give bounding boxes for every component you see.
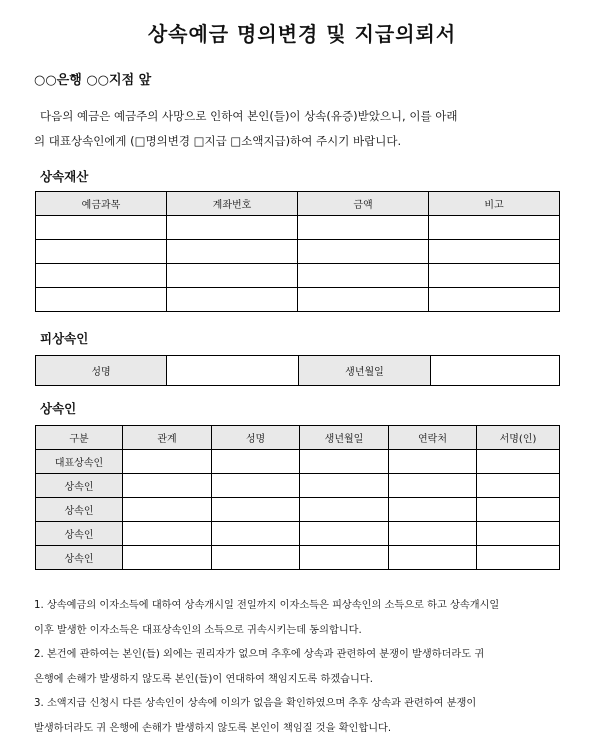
estate-col-remarks: 비고 <box>429 192 560 216</box>
table-row <box>36 288 560 312</box>
input-cell[interactable] <box>36 216 167 240</box>
heirs-col-relation: 관계 <box>123 426 212 450</box>
deceased-heading: 피상속인 <box>40 331 89 346</box>
heirs-heading: 상속인 <box>40 401 77 416</box>
input-cell[interactable] <box>300 474 389 498</box>
input-cell[interactable] <box>477 546 560 570</box>
deceased-name-label: 성명 <box>36 356 167 386</box>
input-cell[interactable] <box>429 216 560 240</box>
table-row <box>36 356 560 386</box>
input-cell[interactable] <box>298 264 429 288</box>
input-cell[interactable] <box>389 450 477 474</box>
intro-line-1: 다음의 예금은 예금주의 사망으로 인하여 본인(들)이 상속(유증)받았으니, 이를 아래 <box>40 109 458 123</box>
heir-row-label: 대표상속인 <box>36 450 123 474</box>
estate-heading: 상속재산 <box>40 169 89 184</box>
table-row <box>36 450 560 474</box>
heir-row-label: 상속인 <box>36 546 123 570</box>
table-row <box>36 264 560 288</box>
input-cell[interactable] <box>167 216 298 240</box>
table-row <box>36 498 560 522</box>
input-cell[interactable] <box>298 216 429 240</box>
note-line: 은행에 손해가 발생하지 않도록 본인(들)이 연대하여 책임지도록 하겠습니다. <box>34 673 373 685</box>
heirs-col-dob: 생년월일 <box>300 426 389 450</box>
heirs-col-type: 구분 <box>36 426 123 450</box>
input-cell[interactable] <box>300 522 389 546</box>
input-cell[interactable] <box>212 450 300 474</box>
document-title: 상속예금 명의변경 및 지급의뢰서 <box>147 22 457 46</box>
input-cell[interactable] <box>429 264 560 288</box>
estate-header-row <box>36 192 560 216</box>
heirs-col-name: 성명 <box>212 426 300 450</box>
estate-table <box>35 191 560 312</box>
input-cell[interactable] <box>123 474 212 498</box>
input-cell[interactable] <box>389 498 477 522</box>
note-line: 이후 발생한 이자소득은 대표상속인의 소득으로 귀속시키는데 동의합니다. <box>34 624 362 636</box>
note-line: 1. 상속예금의 이자소득에 대하여 상속개시일 전일까지 이자소득은 피상속인의 소득으로 하고 상속개시일 <box>34 600 500 611</box>
table-row <box>36 216 560 240</box>
heirs-header-row <box>36 426 560 450</box>
input-cell[interactable] <box>123 498 212 522</box>
input-cell[interactable] <box>300 450 389 474</box>
heirs-table <box>35 425 560 570</box>
intro-paragraph <box>34 104 560 154</box>
input-cell[interactable] <box>212 474 300 498</box>
input-cell[interactable] <box>477 474 560 498</box>
input-cell[interactable] <box>123 450 212 474</box>
note-line: 2. 본건에 관하여는 본인(들) 외에는 권리자가 없으며 추후에 상속과 관련하여 분쟁이 발생하더라도 귀 <box>34 649 485 660</box>
input-cell[interactable] <box>298 240 429 264</box>
heir-row-label: 상속인 <box>36 474 123 498</box>
input-cell[interactable] <box>389 522 477 546</box>
input-cell[interactable] <box>36 264 167 288</box>
input-cell[interactable] <box>212 546 300 570</box>
estate-col-amount: 금액 <box>298 192 429 216</box>
input-cell[interactable] <box>212 498 300 522</box>
table-row <box>36 474 560 498</box>
input-cell[interactable] <box>167 264 298 288</box>
note-line: 발생하더라도 귀 은행에 손해가 발생하지 않도록 본인이 책임질 것을 확인합니다. <box>34 722 392 734</box>
table-row <box>36 546 560 570</box>
estate-col-account-number: 계좌번호 <box>167 192 298 216</box>
intro-line-2: 의 대표상속인에게 (□명의변경 □지급 □소액지급)하여 주시기 바랍니다. <box>34 134 402 148</box>
input-cell[interactable] <box>477 450 560 474</box>
heirs-col-contact: 연락처 <box>389 426 477 450</box>
input-cell[interactable] <box>167 288 298 312</box>
input-cell[interactable] <box>36 240 167 264</box>
input-cell[interactable] <box>167 240 298 264</box>
input-cell[interactable] <box>123 522 212 546</box>
notes-section <box>34 594 564 741</box>
deceased-name-cell[interactable] <box>167 356 299 386</box>
input-cell[interactable] <box>389 474 477 498</box>
deceased-dob-label: 생년월일 <box>299 356 431 386</box>
input-cell[interactable] <box>429 240 560 264</box>
input-cell[interactable] <box>477 522 560 546</box>
deceased-table <box>35 355 560 386</box>
recipient-line: ○○은행 ○○지점 앞 <box>34 73 152 88</box>
input-cell[interactable] <box>429 288 560 312</box>
input-cell[interactable] <box>123 546 212 570</box>
input-cell[interactable] <box>477 498 560 522</box>
estate-col-account-type: 예금과목 <box>36 192 167 216</box>
input-cell[interactable] <box>212 522 300 546</box>
heir-row-label: 상속인 <box>36 498 123 522</box>
input-cell[interactable] <box>300 546 389 570</box>
deceased-dob-cell[interactable] <box>431 356 560 386</box>
note-line: 3. 소액지급 신청시 다른 상속인이 상속에 이의가 없음을 확인하였으며 추후 상속과 관련하여 분쟁이 <box>34 698 477 709</box>
input-cell[interactable] <box>300 498 389 522</box>
table-row <box>36 522 560 546</box>
heir-row-label: 상속인 <box>36 522 123 546</box>
input-cell[interactable] <box>36 288 167 312</box>
table-row <box>36 240 560 264</box>
input-cell[interactable] <box>298 288 429 312</box>
heirs-col-signature: 서명(인) <box>477 426 560 450</box>
input-cell[interactable] <box>389 546 477 570</box>
